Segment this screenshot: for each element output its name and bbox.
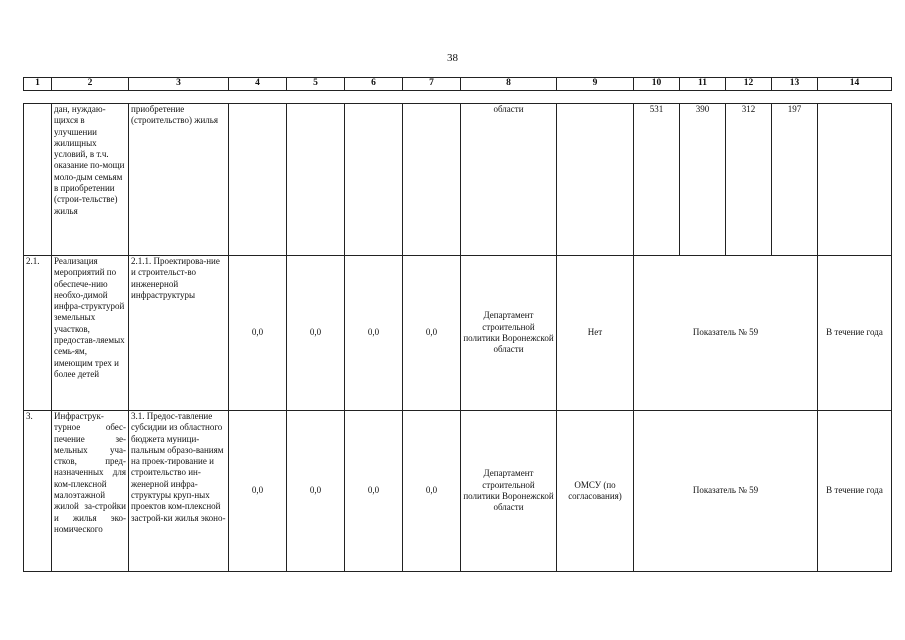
header-cell: 10 bbox=[634, 78, 680, 91]
event-name-cell: дан, нуждаю-щихся в улучшении жилищных условий, в т.ч. оказание по-мощи моло-дым семьям в приобретении (строи-тельстве) жилья bbox=[52, 104, 129, 256]
header-cell: 13 bbox=[772, 78, 818, 91]
table-row bbox=[24, 411, 892, 572]
funding-cell: 0,0 bbox=[345, 256, 403, 411]
measure-cell: 2.1.1. Проектирова-ние и строительст-во инженерной инфраструктуры bbox=[129, 256, 229, 411]
row-number-cell: 3. bbox=[24, 411, 52, 572]
executor-cell: области bbox=[461, 104, 557, 256]
header-cell: 1 bbox=[24, 78, 52, 91]
header-cell: 5 bbox=[287, 78, 345, 91]
indicator-value-cell: 390 bbox=[680, 104, 726, 256]
funding-cell: 0,0 bbox=[403, 256, 461, 411]
participant-cell: Нет bbox=[557, 256, 634, 411]
executor-cell: Департамент строительной политики Воронежской области bbox=[461, 256, 557, 411]
header-cell: 2 bbox=[52, 78, 129, 91]
header-cell: 3 bbox=[129, 78, 229, 91]
indicator-cell: Показатель № 59 bbox=[634, 256, 818, 411]
executor-cell: Департамент строительной политики Воронежской области bbox=[461, 411, 557, 572]
indicator-value-cell: 312 bbox=[726, 104, 772, 256]
event-name-cell: Инфраструк-турное обес-печение зе-мельных уча-стков, пред-назначенных для ком-плексной малоэтажной жилой за-стройки и жилья эко-номического bbox=[52, 411, 129, 572]
funding-cell bbox=[403, 104, 461, 256]
header-cell: 6 bbox=[345, 78, 403, 91]
funding-cell: 0,0 bbox=[287, 256, 345, 411]
header-row bbox=[24, 78, 892, 91]
funding-cell: 0,0 bbox=[229, 411, 287, 572]
indicator-cell: Показатель № 59 bbox=[634, 411, 818, 572]
funding-cell: 0,0 bbox=[403, 411, 461, 572]
header-cell: 14 bbox=[818, 78, 892, 91]
row-number-cell bbox=[24, 104, 52, 256]
deadline-cell: В течение года bbox=[818, 256, 892, 411]
funding-cell: 0,0 bbox=[287, 411, 345, 572]
page-number: 38 bbox=[447, 52, 458, 64]
measure-cell: 3.1. Предос-тавление субсидии из областного бюджета муници-пальным образо-ваниям на проек-тирование и строительство ин-женерной инфра-структуры круп-ных проектов ком-плексной застрой-ки жилья эконо- bbox=[129, 411, 229, 572]
funding-cell bbox=[229, 104, 287, 256]
participant-cell bbox=[557, 104, 634, 256]
participant-cell: ОМСУ (по согласования) bbox=[557, 411, 634, 572]
deadline-cell bbox=[818, 104, 892, 256]
header-cell: 4 bbox=[229, 78, 287, 91]
funding-cell bbox=[287, 104, 345, 256]
header-cell: 9 bbox=[557, 78, 634, 91]
header-cell: 8 bbox=[461, 78, 557, 91]
funding-cell: 0,0 bbox=[229, 256, 287, 411]
event-name-cell: Реализация мероприятий по обеспече-нию необхо-димой инфра-структурой земельных участков, предостав-ляемых семь-ям, имеющим трех и более детей bbox=[52, 256, 129, 411]
header-cell: 12 bbox=[726, 78, 772, 91]
indicator-value-cell: 531 bbox=[634, 104, 680, 256]
header-cell: 11 bbox=[680, 78, 726, 91]
header-cell: 7 bbox=[403, 78, 461, 91]
funding-cell bbox=[345, 104, 403, 256]
deadline-cell: В течение года bbox=[818, 411, 892, 572]
indicator-value-cell: 197 bbox=[772, 104, 818, 256]
table-row bbox=[24, 256, 892, 411]
spacer-row bbox=[24, 91, 892, 104]
funding-cell: 0,0 bbox=[345, 411, 403, 572]
row-number-cell: 2.1. bbox=[24, 256, 52, 411]
table-row bbox=[24, 104, 892, 256]
program-table bbox=[23, 77, 892, 572]
measure-cell: приобретение (строительство) жилья bbox=[129, 104, 229, 256]
